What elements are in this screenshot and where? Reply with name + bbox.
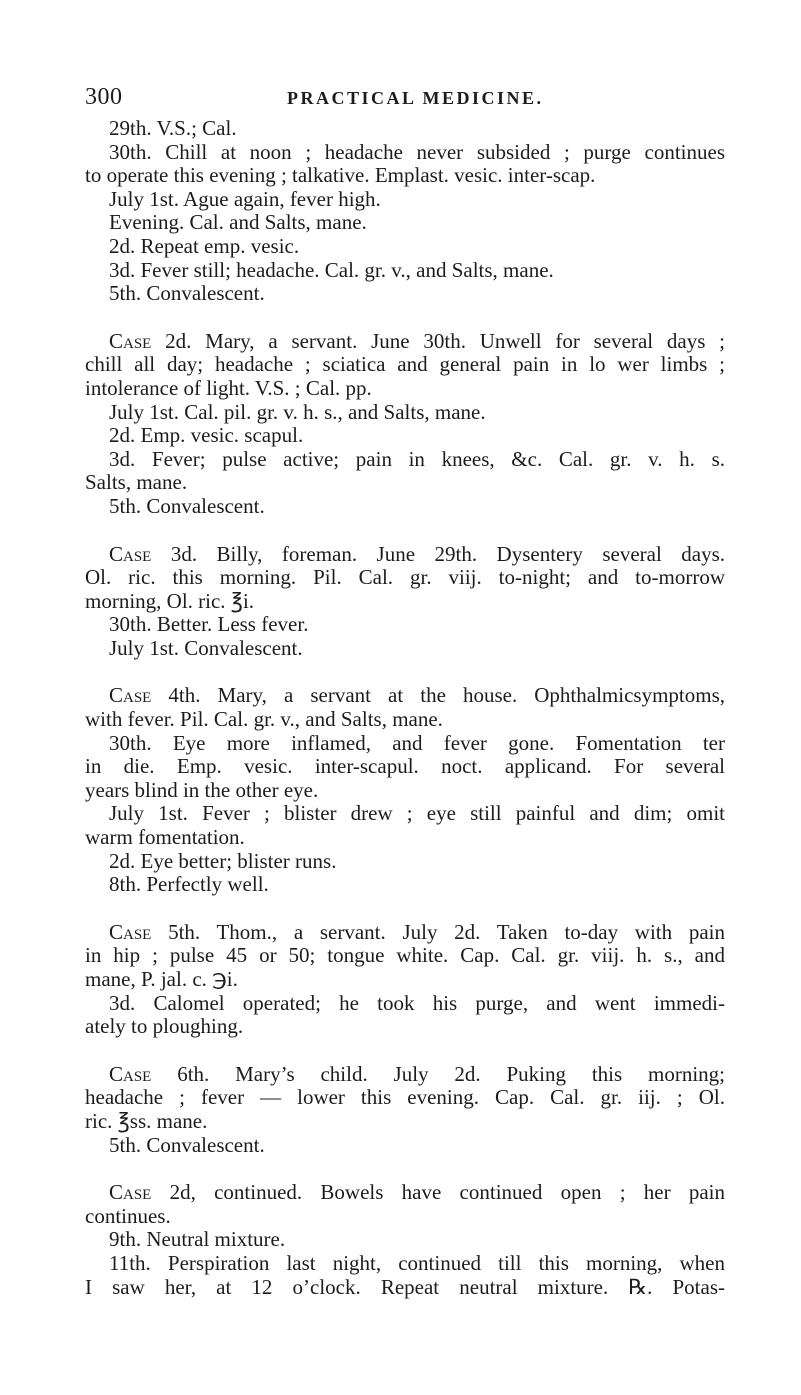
text-line [85,732,725,756]
case-heading-line [85,921,725,945]
text-line [85,1228,725,1252]
line-text: Evening. Cal. and Salts, mane. [109,210,367,235]
text-line [85,566,725,590]
line-text: headache ; fever — lower this evening. Cap. Cal. gr. iij. ; Ol. [85,1085,725,1110]
case-heading-line [85,1181,725,1205]
text-line [85,1015,725,1039]
line-text: 3d. Fever still; headache. Cal. gr. v., and Salts, mane. [109,257,554,282]
case-label: Case [109,328,152,353]
line-text: Salts, mane. [85,470,188,495]
case-heading-line [85,684,725,708]
line-text: 30th. Chill at noon ; headache never subsided ; purge continues [109,139,725,164]
text-line [85,117,725,141]
text-line [85,637,725,661]
text-line [85,448,725,472]
text-line [85,235,725,259]
text-line [85,944,725,968]
line-text: to operate this evening ; talkative. Emplast. vesic. inter-scap. [85,163,596,188]
line-text: ric. ℥ss. mane. [85,1108,208,1133]
case-heading-line [85,1063,725,1087]
text-line [85,211,725,235]
text-line [85,968,725,992]
text-line [85,850,725,874]
text-line [85,471,725,495]
line-text: 2d. Eye better; blister runs. [109,848,337,873]
line-text: ately to ploughing. [85,1014,244,1039]
line-text: morning, Ol. ric. ℥i. [85,588,255,613]
text-line [85,282,725,306]
line-text: mane, P. jal. c. ℈i. [85,967,238,991]
line-text: 11th. Perspiration last night, continued till this morning, when [109,1250,725,1275]
line-text: July 1st. Cal. pil. gr. v. h. s., and Salts, mane. [109,399,486,424]
line-text: 5th. Thom., a servant. July 2d. Taken to-day with pain [151,919,725,944]
text-line [85,755,725,779]
text-line [85,401,725,425]
text-line [85,992,725,1016]
line-text: July 1st. Ague again, fever high. [109,186,381,211]
text-line [85,873,725,897]
line-text: in die. Emp. vesic. inter-scapul. noct. applicand. For several [85,754,725,779]
line-text: years blind in the other eye. [85,777,319,802]
text-line [85,353,725,377]
line-text: I saw her, at 12 o’clock. Repeat neutral mixture. ℞. Potas- [85,1274,725,1299]
line-text: 3d. Fever; pulse active; pain in knees, &c. Cal. gr. v. h. s. [109,446,725,471]
text-line [85,826,725,850]
line-text: July 1st. Fever ; blister drew ; eye still painful and dim; omit [109,801,725,826]
text-line [85,613,725,637]
line-text: Ol. ric. this morning. Pil. Cal. gr. viij. to-night; and to-morrow [85,565,725,590]
text-line [85,1205,725,1229]
text-line [85,590,725,614]
text-line [85,164,725,188]
text-line [85,1086,725,1110]
case-label: Case [109,919,152,944]
line-text: continues. [85,1203,171,1228]
line-text: 6th. Mary’s child. July 2d. Puking this morning; [151,1061,725,1086]
text-line [85,1276,725,1300]
line-text: 2d, continued. Bowels have continued open ; her pain [151,1180,725,1205]
line-text: 5th. Convalescent. [109,281,265,306]
line-text: 2d. Mary, a servant. June 30th. Unwell for several days ; [151,328,725,353]
case-heading-line [85,330,725,354]
text-line [85,424,725,448]
line-text: in hip ; pulse 45 or 50; tongue white. Cap. Cal. gr. viij. h. s., and [85,943,725,968]
line-text: July 1st. Convalescent. [109,635,303,660]
text-line [85,188,725,212]
line-text: 2d. Emp. vesic. scapul. [109,423,304,448]
line-text: 3d. Billy, foreman. June 29th. Dysentery several days. [151,541,725,566]
line-text: intolerance of light. V.S. ; Cal. pp. [85,375,372,400]
text-line [85,495,725,519]
line-text: 30th. Better. Less fever. [109,612,309,637]
text-line [85,259,725,283]
text-line [85,1252,725,1276]
line-text: warm fomentation. [85,825,245,850]
text-line [85,377,725,401]
line-text: 29th. V.S.; Cal. [109,116,237,140]
case-label: Case [109,541,152,566]
text-line [85,1110,725,1134]
text-line [85,1134,725,1158]
case-label: Case [109,1061,152,1086]
page-number: 300 [85,84,123,110]
page-header [85,84,725,114]
line-text: 8th. Perfectly well. [109,872,269,897]
running-title: PRACTICAL MEDICINE. [287,88,544,108]
line-text: 5th. Convalescent. [109,1132,265,1157]
text-line [85,141,725,165]
line-text: 2d. Repeat emp. vesic. [109,233,300,258]
line-text: chill all day; headache ; sciatica and general pain in lo wer limbs ; [85,352,725,377]
line-text: 9th. Neutral mixture. [109,1227,286,1252]
line-text: 30th. Eye more inflamed, and fever gone. Fomentation ter [109,730,725,755]
text-line [85,708,725,732]
case-heading-line [85,543,725,567]
line-text: 4th. Mary, a servant at the house. Ophthalmicsymptoms, [151,683,725,708]
text-line [85,802,725,826]
line-text: with fever. Pil. Cal. gr. v., and Salts, mane. [85,707,443,732]
case-label: Case [109,683,152,708]
line-text: 5th. Convalescent. [109,493,265,518]
text-line [85,779,725,803]
case-label: Case [109,1180,152,1205]
line-text: 3d. Calomel operated; he took his purge, and went immedi- [109,990,725,1015]
body-text [85,117,725,1299]
